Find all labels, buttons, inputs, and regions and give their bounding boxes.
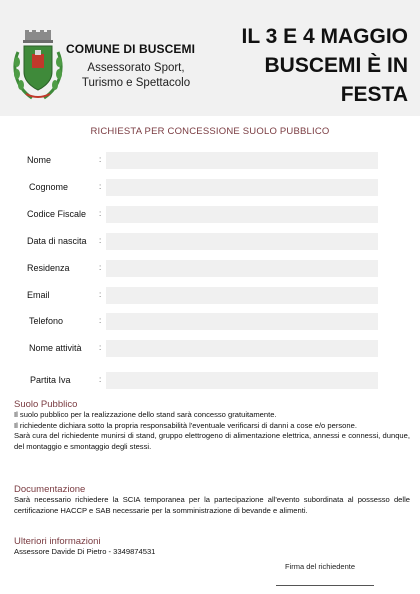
nome-attivita-input[interactable] <box>106 340 378 357</box>
field-colon: : <box>99 290 102 299</box>
field-colon: : <box>99 182 102 191</box>
event-headline <box>218 22 408 109</box>
field-label-residenza: Residenza <box>27 263 70 273</box>
suolo-pubblico-title: Suolo Pubblico <box>14 399 78 410</box>
suolo-pubblico-p2: Il richiedente dichiara sotto la propria responsabilità l'eventuale verificarsi di danni a cose e/o persone. <box>14 420 357 430</box>
signature-line[interactable] <box>276 585 374 586</box>
field-row-email <box>0 287 420 305</box>
nome-input[interactable] <box>106 152 378 169</box>
headline-line-3: FESTA <box>340 83 408 106</box>
partita-iva-input[interactable] <box>106 372 378 389</box>
documentazione-title: Documentazione <box>14 484 86 495</box>
ulteriori-informazioni-title: Ulteriori informazioni <box>14 536 101 547</box>
documentazione-section <box>14 484 410 516</box>
suolo-pubblico-p1: Il suolo pubblico per la realizzazione dello stand sarà concesso gratuitamente. <box>14 410 277 419</box>
assessorato-line-1: Assessorato Sport, <box>87 62 185 74</box>
assessorato-label <box>66 61 206 91</box>
field-colon: : <box>99 375 102 384</box>
comune-name: COMUNE DI BUSCEMI <box>66 42 196 56</box>
field-row-residenza <box>0 260 420 278</box>
codice-fiscale-input[interactable] <box>106 206 378 223</box>
headline-line-2: BUSCEMI È IN <box>264 54 408 77</box>
form-title: RICHIESTA PER CONCESSIONE SUOLO PUBBLICO <box>90 126 330 137</box>
field-label-email: Email <box>27 290 50 300</box>
field-colon: : <box>99 316 102 325</box>
field-row-partita-iva <box>0 372 420 390</box>
field-label-nome-attivita: Nome attività <box>29 343 82 353</box>
field-label-nome: Nome <box>27 155 52 165</box>
field-colon: : <box>99 236 102 245</box>
data-di-nascita-input[interactable] <box>106 233 378 250</box>
assessorato-line-2: Turismo e Spettacolo <box>81 77 191 89</box>
contact-info: Assessore Davide Di Pietro - 3349874531 <box>14 547 156 556</box>
ulteriori-informazioni-section <box>14 536 410 558</box>
header-banner <box>0 0 420 116</box>
field-label-codice-fiscale: Codice Fiscale <box>27 209 87 219</box>
municipal-crest-icon <box>12 30 64 102</box>
field-row-data-di-nascita <box>0 233 420 251</box>
field-label-telefono: Telefono <box>29 316 64 326</box>
field-colon: : <box>99 155 102 164</box>
field-row-codice-fiscale <box>0 206 420 224</box>
suolo-pubblico-section <box>14 399 410 452</box>
field-label-data-di-nascita: Data di nascita <box>27 236 87 246</box>
field-row-nome <box>0 152 420 170</box>
headline-line-1: IL 3 E 4 MAGGIO <box>241 25 408 48</box>
field-row-cognome <box>0 179 420 197</box>
field-colon: : <box>99 209 102 218</box>
documentazione-p1: Sarà necessario richiedere la SCIA temporanea per la partecipazione all'evento subordinata al possesso delle certificazione HACCP e SAB necessarie per la somministrazione di bevande e alimenti. <box>14 495 410 515</box>
field-row-telefono <box>0 313 420 331</box>
field-row-nome-attivita <box>0 340 420 358</box>
field-colon: : <box>99 263 102 272</box>
field-label-partita-iva: Partita Iva <box>30 375 71 385</box>
field-colon: : <box>99 343 102 352</box>
signature-label: Firma del richiedente <box>285 562 356 571</box>
cognome-input[interactable] <box>106 179 378 196</box>
telefono-input[interactable] <box>106 313 378 330</box>
field-label-cognome: Cognome <box>29 182 69 192</box>
email-input[interactable] <box>106 287 378 304</box>
suolo-pubblico-p3: Sarà cura del richiedente munirsi di stand, gruppo elettrogeno di alimentazione elettrica, annessi e connessi, dunque, del montaggio e smontaggio degli stessi. <box>14 431 410 451</box>
residenza-input[interactable] <box>106 260 378 277</box>
